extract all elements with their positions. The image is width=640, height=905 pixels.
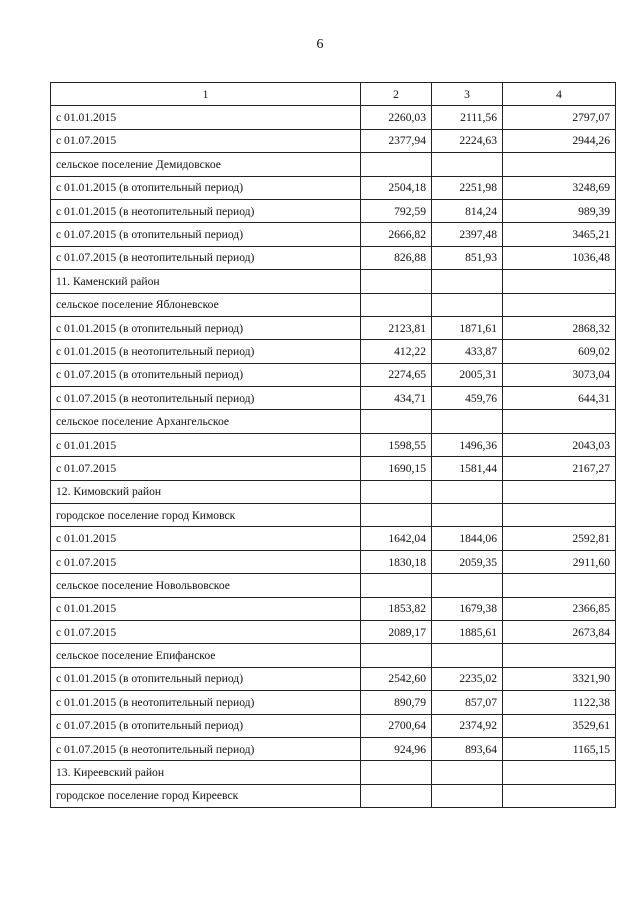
- row-value-col-3: [432, 480, 503, 503]
- row-value-col-3: 2251,98: [432, 176, 503, 199]
- row-value-col-4: [503, 153, 616, 176]
- row-value-col-2: 434,71: [361, 387, 432, 410]
- row-value-col-4: 2797,07: [503, 106, 616, 129]
- row-value-col-3: 2224,63: [432, 129, 503, 152]
- column-header-4: 4: [503, 83, 616, 106]
- row-value-col-4: 2673,84: [503, 620, 616, 643]
- table-row: [51, 433, 616, 456]
- row-value-col-4: [503, 504, 616, 527]
- row-value-col-2: [361, 410, 432, 433]
- row-value-col-4: 3248,69: [503, 176, 616, 199]
- row-value-col-4: 644,31: [503, 387, 616, 410]
- row-value-col-3: 1844,06: [432, 527, 503, 550]
- row-value-col-3: 1496,36: [432, 433, 503, 456]
- row-value-col-2: [361, 644, 432, 667]
- table-row: [51, 176, 616, 199]
- row-value-col-2: 924,96: [361, 737, 432, 760]
- row-value-col-2: 792,59: [361, 199, 432, 222]
- row-label: с 01.07.2015 (в неотопительный период): [51, 387, 361, 410]
- row-value-col-4: [503, 644, 616, 667]
- row-value-col-2: 826,88: [361, 246, 432, 269]
- table-row: [51, 410, 616, 433]
- row-value-col-3: 433,87: [432, 340, 503, 363]
- row-value-col-4: 609,02: [503, 340, 616, 363]
- row-value-col-3: 1679,38: [432, 597, 503, 620]
- row-value-col-3: 2374,92: [432, 714, 503, 737]
- row-label: с 01.07.2015 (в неотопительный период): [51, 737, 361, 760]
- row-label: 12. Кимовский район: [51, 480, 361, 503]
- table-row: [51, 620, 616, 643]
- row-label: с 01.01.2015: [51, 527, 361, 550]
- page-number: 6: [316, 37, 324, 52]
- table-row: [51, 504, 616, 527]
- row-value-col-3: [432, 270, 503, 293]
- table-row: [51, 527, 616, 550]
- column-header-2: 2: [361, 83, 432, 106]
- row-value-col-3: [432, 574, 503, 597]
- row-value-col-4: 2868,32: [503, 316, 616, 339]
- row-value-col-3: 459,76: [432, 387, 503, 410]
- row-value-col-3: 851,93: [432, 246, 503, 269]
- row-label: сельское поселение Яблоневское: [51, 293, 361, 316]
- table-row: [51, 153, 616, 176]
- row-label: 11. Каменский район: [51, 270, 361, 293]
- row-value-col-2: 412,22: [361, 340, 432, 363]
- row-value-col-4: 2911,60: [503, 550, 616, 573]
- row-value-col-2: 2089,17: [361, 620, 432, 643]
- row-value-col-2: 2274,65: [361, 363, 432, 386]
- row-value-col-2: 2123,81: [361, 316, 432, 339]
- row-value-col-2: 890,79: [361, 691, 432, 714]
- column-header-1: 1: [51, 83, 361, 106]
- row-label: городское поселение город Киреевск: [51, 784, 361, 807]
- row-label: с 01.01.2015 (в отопительный период): [51, 316, 361, 339]
- row-value-col-3: 2111,56: [432, 106, 503, 129]
- row-label: с 01.07.2015: [51, 457, 361, 480]
- row-label: с 01.01.2015 (в неотопительный период): [51, 199, 361, 222]
- row-value-col-4: [503, 761, 616, 784]
- row-label: с 01.07.2015 (в отопительный период): [51, 223, 361, 246]
- row-value-col-4: [503, 574, 616, 597]
- row-label: с 01.07.2015 (в неотопительный период): [51, 246, 361, 269]
- row-value-col-4: 3465,21: [503, 223, 616, 246]
- row-value-col-2: [361, 504, 432, 527]
- row-label: сельское поселение Епифанское: [51, 644, 361, 667]
- row-label: городское поселение город Кимовск: [51, 504, 361, 527]
- row-value-col-2: 1642,04: [361, 527, 432, 550]
- table-row: [51, 784, 616, 807]
- row-label: 13. Киреевский район: [51, 761, 361, 784]
- row-value-col-3: 814,24: [432, 199, 503, 222]
- row-value-col-4: 2592,81: [503, 527, 616, 550]
- row-value-col-4: 2167,27: [503, 457, 616, 480]
- row-value-col-2: 1830,18: [361, 550, 432, 573]
- row-value-col-2: 1853,82: [361, 597, 432, 620]
- row-label: с 01.07.2015 (в отопительный период): [51, 714, 361, 737]
- row-value-col-3: [432, 504, 503, 527]
- row-value-col-3: 1871,61: [432, 316, 503, 339]
- row-value-col-3: 2005,31: [432, 363, 503, 386]
- row-label: сельское поселение Демидовское: [51, 153, 361, 176]
- table-row: [51, 480, 616, 503]
- table-row: [51, 223, 616, 246]
- table-row: [51, 199, 616, 222]
- row-value-col-2: [361, 761, 432, 784]
- table-row: [51, 316, 616, 339]
- row-label: с 01.01.2015: [51, 597, 361, 620]
- table-body: [51, 106, 616, 808]
- row-value-col-3: 2235,02: [432, 667, 503, 690]
- row-value-col-4: [503, 293, 616, 316]
- row-label: сельское поселение Новольвовское: [51, 574, 361, 597]
- row-value-col-2: 1598,55: [361, 433, 432, 456]
- table-row: [51, 667, 616, 690]
- column-header-3: 3: [432, 83, 503, 106]
- row-value-col-2: [361, 270, 432, 293]
- row-value-col-2: [361, 293, 432, 316]
- row-value-col-3: [432, 784, 503, 807]
- table-header-row: [51, 83, 616, 106]
- table-row: [51, 550, 616, 573]
- row-value-col-3: 893,64: [432, 737, 503, 760]
- row-value-col-3: 2059,35: [432, 550, 503, 573]
- row-value-col-4: [503, 270, 616, 293]
- row-label: с 01.07.2015: [51, 550, 361, 573]
- row-value-col-3: [432, 293, 503, 316]
- table-row: [51, 340, 616, 363]
- row-label: с 01.07.2015 (в отопительный период): [51, 363, 361, 386]
- table-row: [51, 363, 616, 386]
- row-value-col-4: 989,39: [503, 199, 616, 222]
- table-row: [51, 691, 616, 714]
- row-value-col-4: 1122,38: [503, 691, 616, 714]
- row-value-col-2: 2666,82: [361, 223, 432, 246]
- row-value-col-3: 1885,61: [432, 620, 503, 643]
- row-value-col-4: 3073,04: [503, 363, 616, 386]
- table-row: [51, 246, 616, 269]
- table-row: [51, 293, 616, 316]
- row-value-col-2: [361, 153, 432, 176]
- row-value-col-2: [361, 784, 432, 807]
- row-value-col-4: 3529,61: [503, 714, 616, 737]
- table-row: [51, 714, 616, 737]
- row-value-col-4: 2366,85: [503, 597, 616, 620]
- row-label: с 01.07.2015: [51, 129, 361, 152]
- table-row: [51, 761, 616, 784]
- tariff-table: [50, 82, 616, 808]
- row-value-col-3: [432, 761, 503, 784]
- row-value-col-4: [503, 410, 616, 433]
- row-value-col-3: [432, 644, 503, 667]
- row-value-col-4: [503, 480, 616, 503]
- table-row: [51, 106, 616, 129]
- row-label: с 01.01.2015: [51, 433, 361, 456]
- row-value-col-4: 1036,48: [503, 246, 616, 269]
- row-label: с 01.01.2015: [51, 106, 361, 129]
- row-value-col-2: 2542,60: [361, 667, 432, 690]
- row-value-col-3: [432, 410, 503, 433]
- table-row: [51, 457, 616, 480]
- row-value-col-2: 2504,18: [361, 176, 432, 199]
- table-row: [51, 644, 616, 667]
- row-value-col-4: 3321,90: [503, 667, 616, 690]
- row-label: сельское поселение Архангельское: [51, 410, 361, 433]
- table-row: [51, 574, 616, 597]
- row-label: с 01.01.2015 (в неотопительный период): [51, 691, 361, 714]
- row-value-col-2: [361, 480, 432, 503]
- table-row: [51, 270, 616, 293]
- row-value-col-4: 1165,15: [503, 737, 616, 760]
- table-row: [51, 129, 616, 152]
- row-value-col-3: 2397,48: [432, 223, 503, 246]
- row-value-col-3: [432, 153, 503, 176]
- row-value-col-4: [503, 784, 616, 807]
- row-label: с 01.07.2015: [51, 620, 361, 643]
- table-row: [51, 387, 616, 410]
- row-label: с 01.01.2015 (в отопительный период): [51, 176, 361, 199]
- row-value-col-2: 2260,03: [361, 106, 432, 129]
- row-value-col-2: 2700,64: [361, 714, 432, 737]
- row-value-col-3: 1581,44: [432, 457, 503, 480]
- row-value-col-3: 857,07: [432, 691, 503, 714]
- row-label: с 01.01.2015 (в отопительный период): [51, 667, 361, 690]
- row-value-col-4: 2944,26: [503, 129, 616, 152]
- row-value-col-2: 2377,94: [361, 129, 432, 152]
- row-value-col-2: [361, 574, 432, 597]
- row-label: с 01.01.2015 (в неотопительный период): [51, 340, 361, 363]
- row-value-col-2: 1690,15: [361, 457, 432, 480]
- table-row: [51, 597, 616, 620]
- row-value-col-4: 2043,03: [503, 433, 616, 456]
- table-row: [51, 737, 616, 760]
